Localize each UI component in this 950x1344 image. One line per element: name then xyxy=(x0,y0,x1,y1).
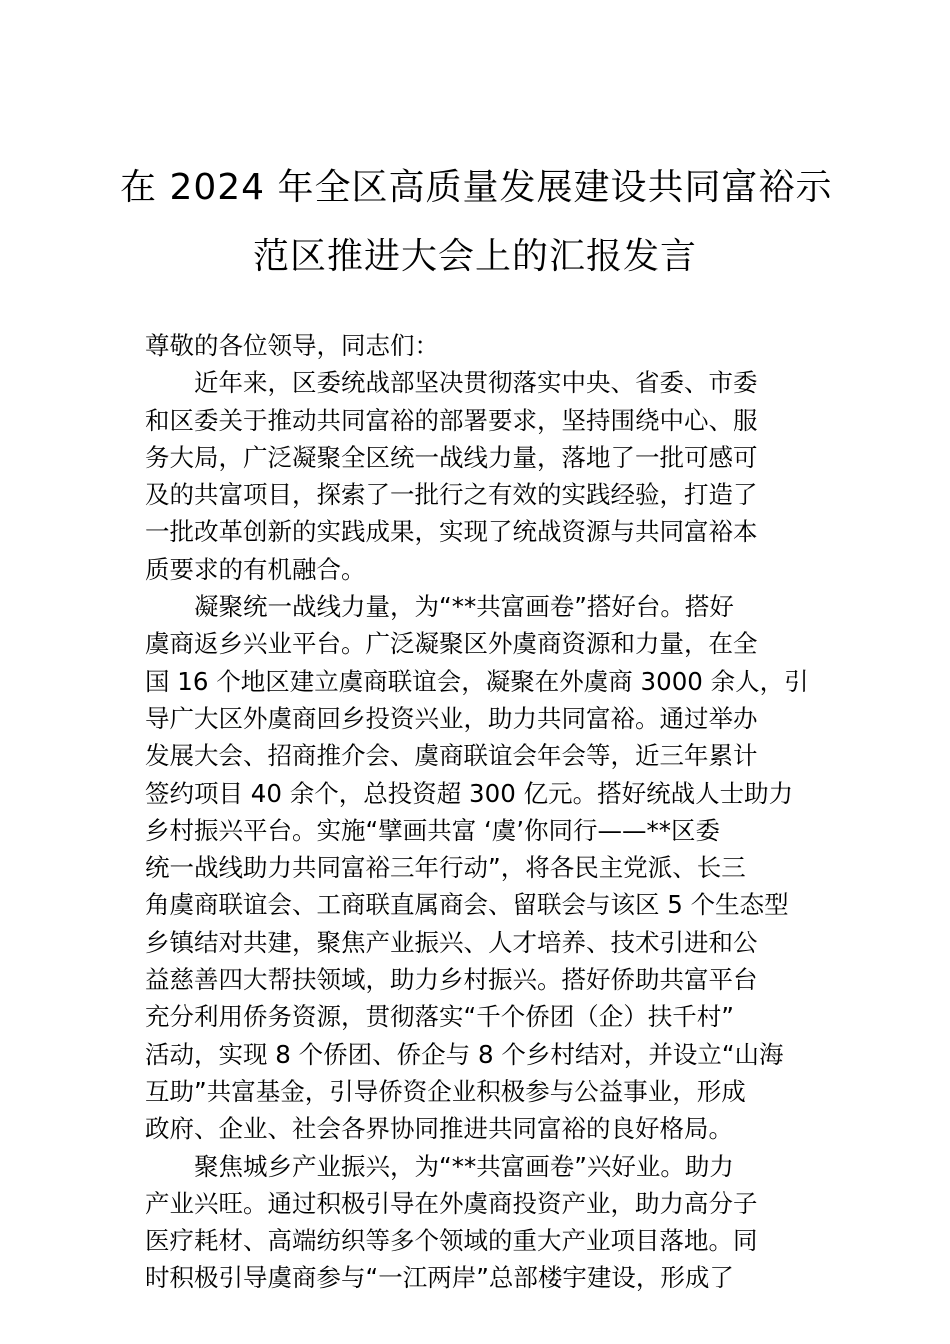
paragraph-2-line: 益慈善四大帮扶领域，助力乡村振兴。搭好侨助共富平台 xyxy=(145,965,758,995)
paragraph-2-line: 角虞商联谊会、工商联直属商会、留联会与该区 5 个生态型 xyxy=(145,890,789,920)
paragraph-2-line: 凝聚统一战线力量，为“**共富画卷”搭好台。搭好 xyxy=(194,592,734,622)
paragraph-3-line: 时积极引导虞商参与“一江两岸”总部楼宇建设，形成了 xyxy=(145,1263,734,1293)
paragraph-1-line: 及的共富项目，探索了一批行之有效的实践经验，打造了 xyxy=(145,480,758,510)
paragraph-1-line: 质要求的有机融合。 xyxy=(145,554,366,584)
document-title-line-1: 在 2024 年全区高质量发展建设共同富裕示 xyxy=(120,167,833,208)
paragraph-1-line: 务大局，广泛凝聚全区统一战线力量，落地了一批可感可 xyxy=(145,442,758,472)
paragraph-2-line: 乡村振兴平台。实施“擘画共富 ‘虞’你同行——**区委 xyxy=(145,815,721,845)
paragraph-2-line: 乡镇结对共建，聚焦产业振兴、人才培养、技术引进和公 xyxy=(145,927,758,957)
paragraph-2-line: 政府、企业、社会各界协同推进共同富裕的良好格局。 xyxy=(145,1114,733,1144)
paragraph-1-line: 一批改革创新的实践成果，实现了统战资源与共同富裕本 xyxy=(145,517,758,547)
paragraph-2-line: 虞商返乡兴业平台。广泛凝聚区外虞商资源和力量，在全 xyxy=(145,629,758,659)
salutation: 尊敬的各位领导，同志们： xyxy=(145,331,439,360)
paragraph-2-line: 签约项目 40 余个，总投资超 300 亿元。搭好统战人士助力 xyxy=(145,778,794,808)
paragraph-3-line: 医疗耗材、高端纺织等多个领域的重大产业项目落地。同 xyxy=(145,1226,758,1256)
paragraph-1-line: 和区委关于推动共同富裕的部署要求，坚持围绕中心、服 xyxy=(145,405,758,435)
paragraph-2-line: 发展大会、招商推介会、虞商联谊会年会等，近三年累计 xyxy=(145,741,758,771)
document-title-line-2: 范区推进大会上的汇报发言 xyxy=(252,236,697,277)
paragraph-3-line: 产业兴旺。通过积极引导在外虞商投资产业，助力高分子 xyxy=(145,1188,758,1218)
paragraph-2-line: 导广大区外虞商回乡投资兴业，助力共同富裕。通过举办 xyxy=(145,703,758,733)
paragraph-2-line: 互助”共富基金，引导侨资企业积极参与公益事业，形成 xyxy=(145,1076,746,1106)
paragraph-2-line: 充分利用侨务资源，贯彻落实“千个侨团（企）扶千村” xyxy=(145,1002,734,1032)
paragraph-2-line: 活动，实现 8 个侨团、侨企与 8 个乡村结对，并设立“山海 xyxy=(145,1039,784,1069)
paragraph-2-line: 统一战线助力共同富裕三年行动”，将各民主党派、长三 xyxy=(145,853,746,883)
document-body xyxy=(145,327,815,1297)
paragraph-3-line: 聚焦城乡产业振兴，为“**共富画卷”兴好业。助力 xyxy=(194,1151,734,1181)
paragraph-1-line: 近年来，区委统战部坚决贯彻落实中央、省委、市委 xyxy=(194,368,758,398)
paragraph-2-line: 国 16 个地区建立虞商联谊会，凝聚在外虞商 3000 余人，引 xyxy=(145,666,809,696)
